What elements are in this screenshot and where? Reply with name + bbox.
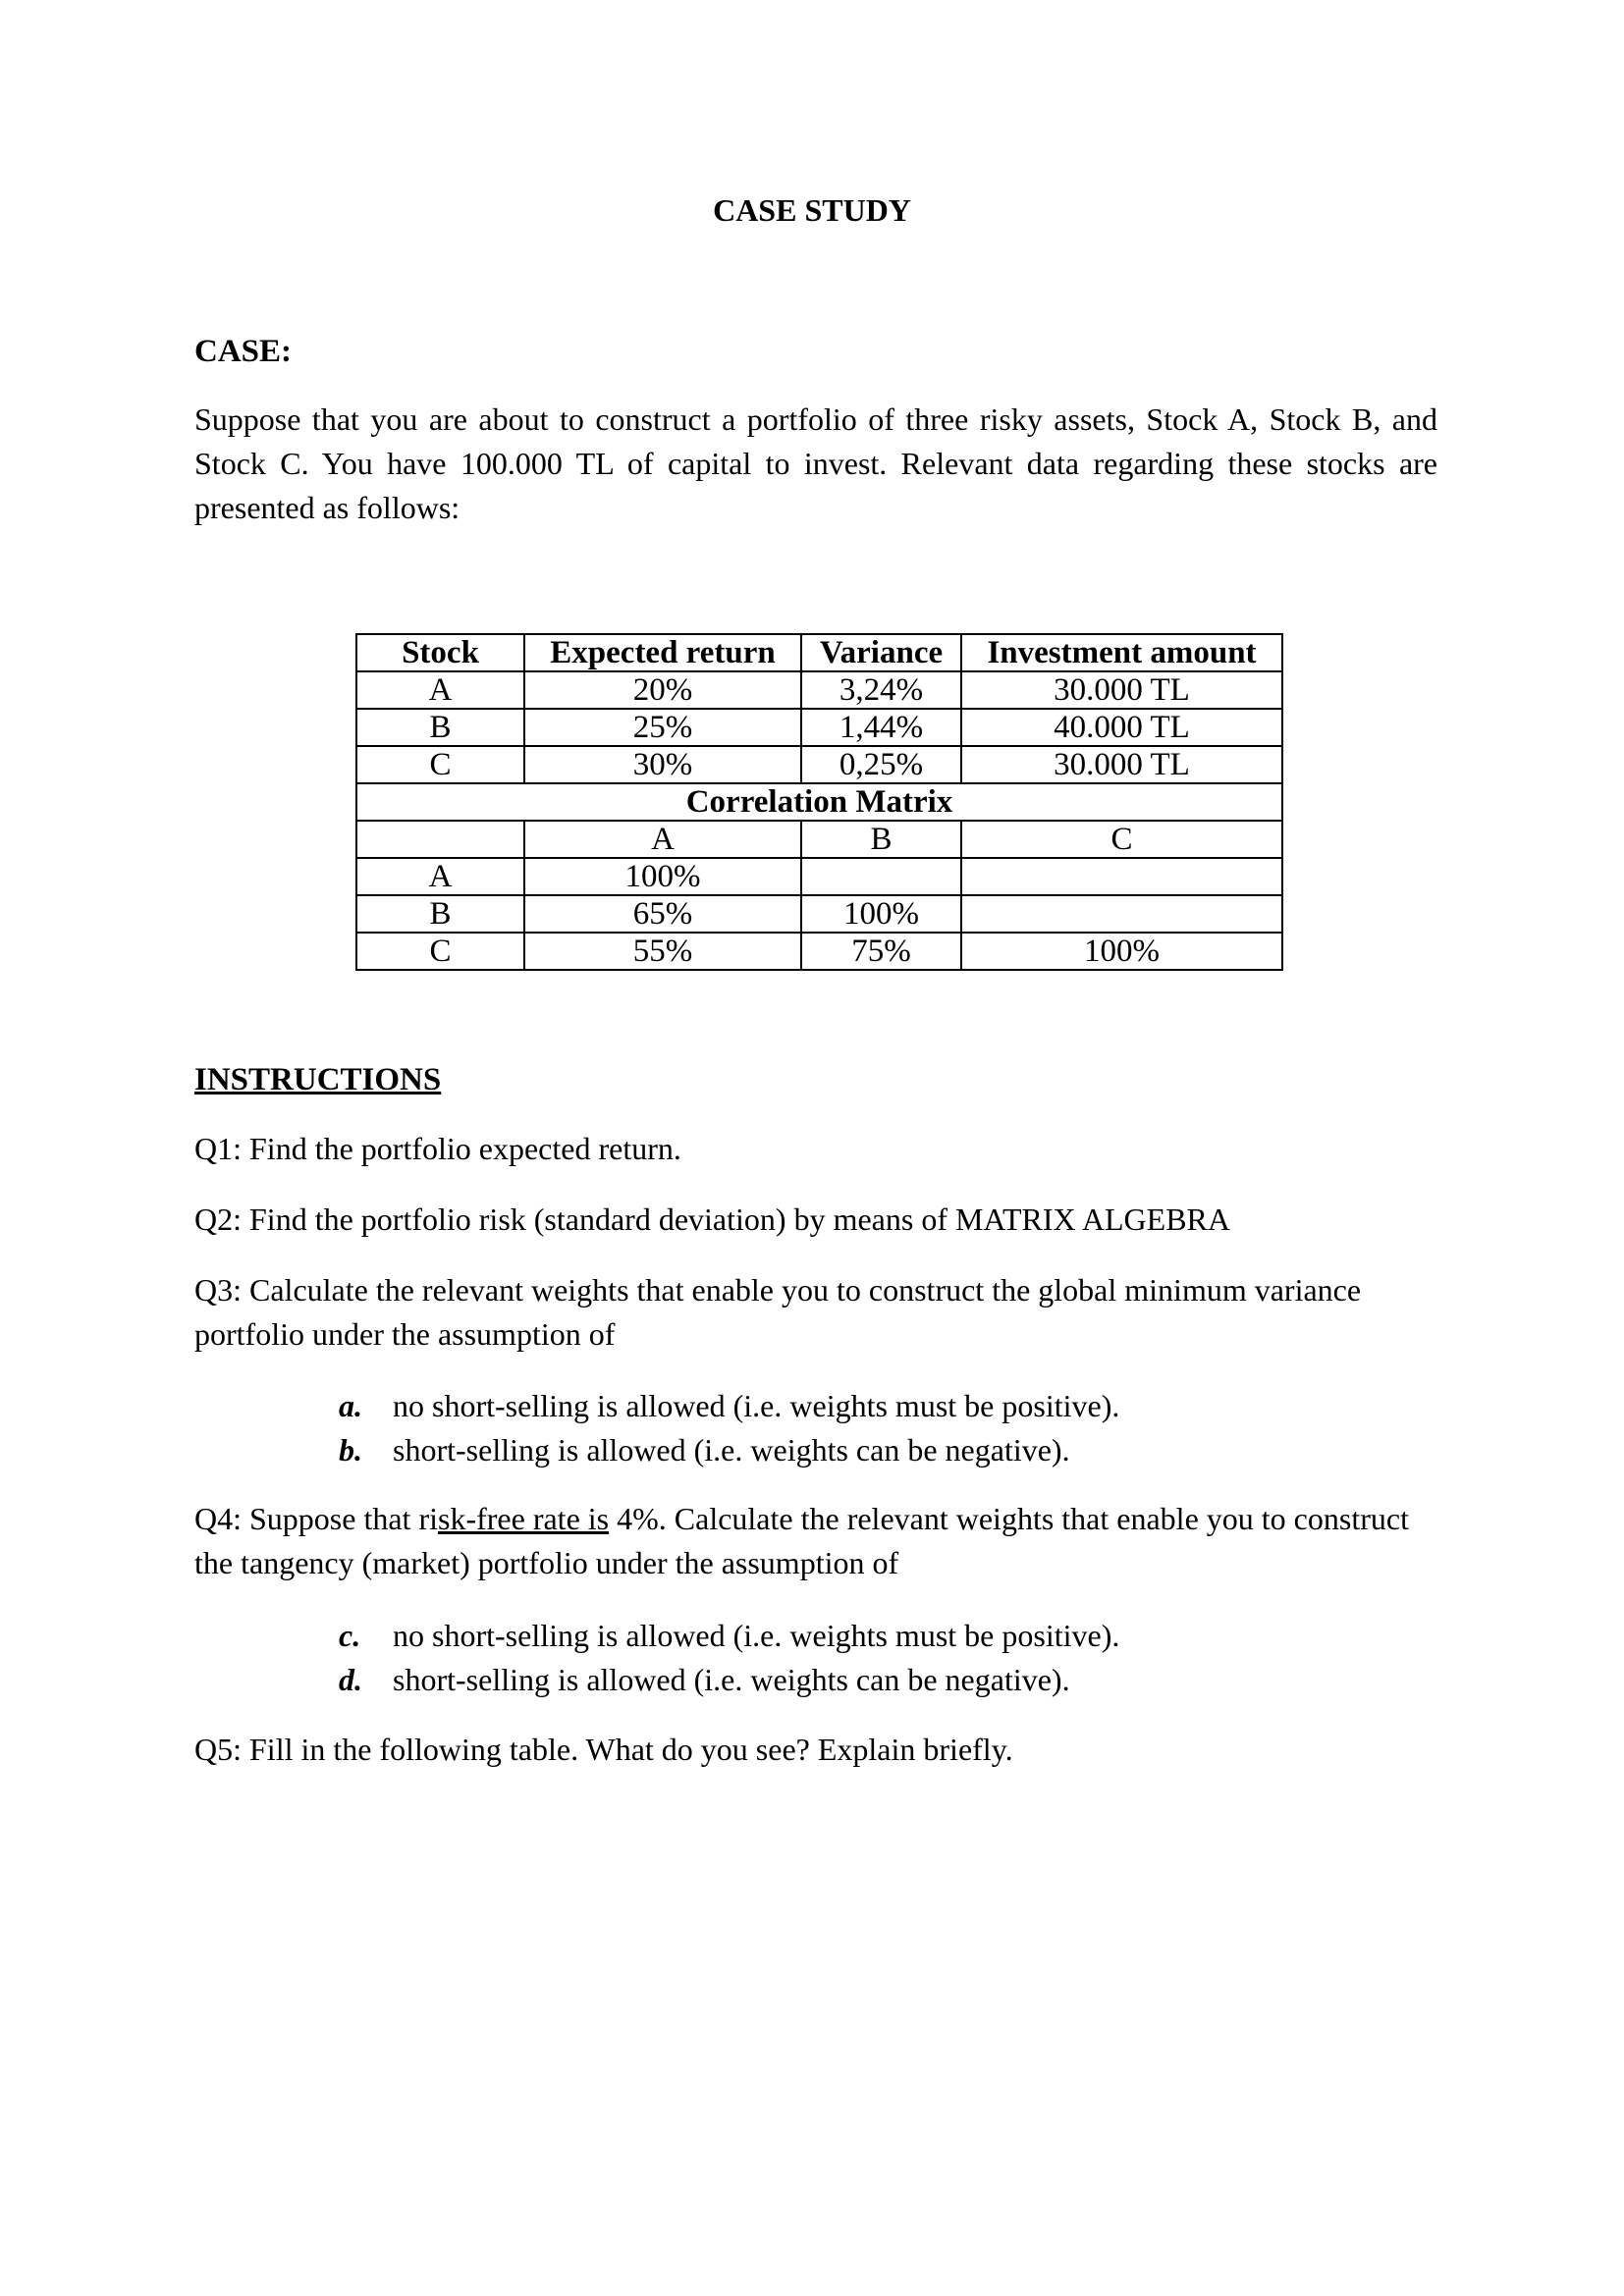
item-letter: d. [339,1662,362,1697]
question-5: Q5: Fill in the following table. What do you see? Explain briefly. [194,1732,1013,1767]
item-letter: b. [339,1432,362,1468]
table-cell: 30.000 TL [961,671,1282,709]
table-row [356,671,1282,709]
correlation-matrix-title: Correlation Matrix [356,783,1282,821]
question-4-item-c [339,1614,1119,1658]
item-text: no short-selling is allowed (i.e. weights must be positive). [393,1388,1120,1423]
table-cell: A [356,858,524,895]
table-cell: 25% [524,709,801,746]
table-cell: 3,24% [801,671,961,709]
stock-data-table [355,633,1283,971]
table-cell: B [356,895,524,933]
table-cell [356,821,524,858]
correlation-row [356,933,1282,970]
table-cell: 65% [524,895,801,933]
instructions-heading: INSTRUCTIONS [194,1062,442,1097]
question-4 [194,1497,1441,1585]
correlation-row [356,895,1282,933]
table-row [356,746,1282,783]
table-cell: B [356,709,524,746]
page-title: CASE STUDY [713,192,911,228]
case-label: CASE: [194,334,293,369]
item-text: short-selling is allowed (i.e. weights can be negative). [393,1662,1070,1697]
table-header-cell: Stock [356,634,524,671]
table-cell: 100% [524,858,801,895]
table-cell: 100% [961,933,1282,970]
item-text: no short-selling is allowed (i.e. weights must be positive). [393,1618,1120,1653]
table-cell [961,858,1282,895]
table-header-cell: Expected return [524,634,801,671]
table-cell: C [356,933,524,970]
table-cell: C [961,821,1282,858]
q4-text-part2: 4%. Calculate the relevant weights that enable you to construct the tangency (market) portfolio under the assumption of [194,1501,1409,1580]
table-cell: B [801,821,961,858]
table-header-row [356,634,1282,671]
item-letter: a. [339,1388,362,1423]
table-cell: 30.000 TL [961,746,1282,783]
question-3: Q3: Calculate the relevant weights that enable you to construct the global minimum variance portfolio under the assumption of [194,1272,1362,1352]
table-cell [801,858,961,895]
table-cell: 0,25% [801,746,961,783]
correlation-header-row [356,821,1282,858]
table-cell: A [524,821,801,858]
correlation-title-row [356,783,1282,821]
table-cell: 55% [524,933,801,970]
q4-underlined-text: sk-free rate is [437,1501,610,1536]
case-intro: Suppose that you are about to construct a portfolio of three risky assets, Stock A, Stock B, and Stock C. You have 100.000 TL of capital to invest. Relevant data regarding these stocks are presented as follows: [194,401,1437,525]
question-3-item-a [339,1384,1119,1428]
question-4-item-d [339,1658,1070,1702]
table-cell: C [356,746,524,783]
table-cell: 40.000 TL [961,709,1282,746]
item-letter: c. [339,1618,361,1653]
q4-text-part1: Q4: Suppose that ri [194,1501,438,1536]
table-cell: A [356,671,524,709]
question-3-item-b [339,1428,1070,1472]
table-cell [961,895,1282,933]
correlation-row [356,858,1282,895]
table-cell: 20% [524,671,801,709]
table-cell: 1,44% [801,709,961,746]
question-1: Q1: Find the portfolio expected return. [194,1131,681,1166]
table-header-cell: Investment amount [961,634,1282,671]
table-cell: 30% [524,746,801,783]
table-cell: 75% [801,933,961,970]
table-row [356,709,1282,746]
item-text: short-selling is allowed (i.e. weights can be negative). [393,1432,1070,1468]
table-cell: 100% [801,895,961,933]
table-header-cell: Variance [801,634,961,671]
question-2: Q2: Find the portfolio risk (standard deviation) by means of MATRIX ALGEBRA [194,1201,1230,1237]
